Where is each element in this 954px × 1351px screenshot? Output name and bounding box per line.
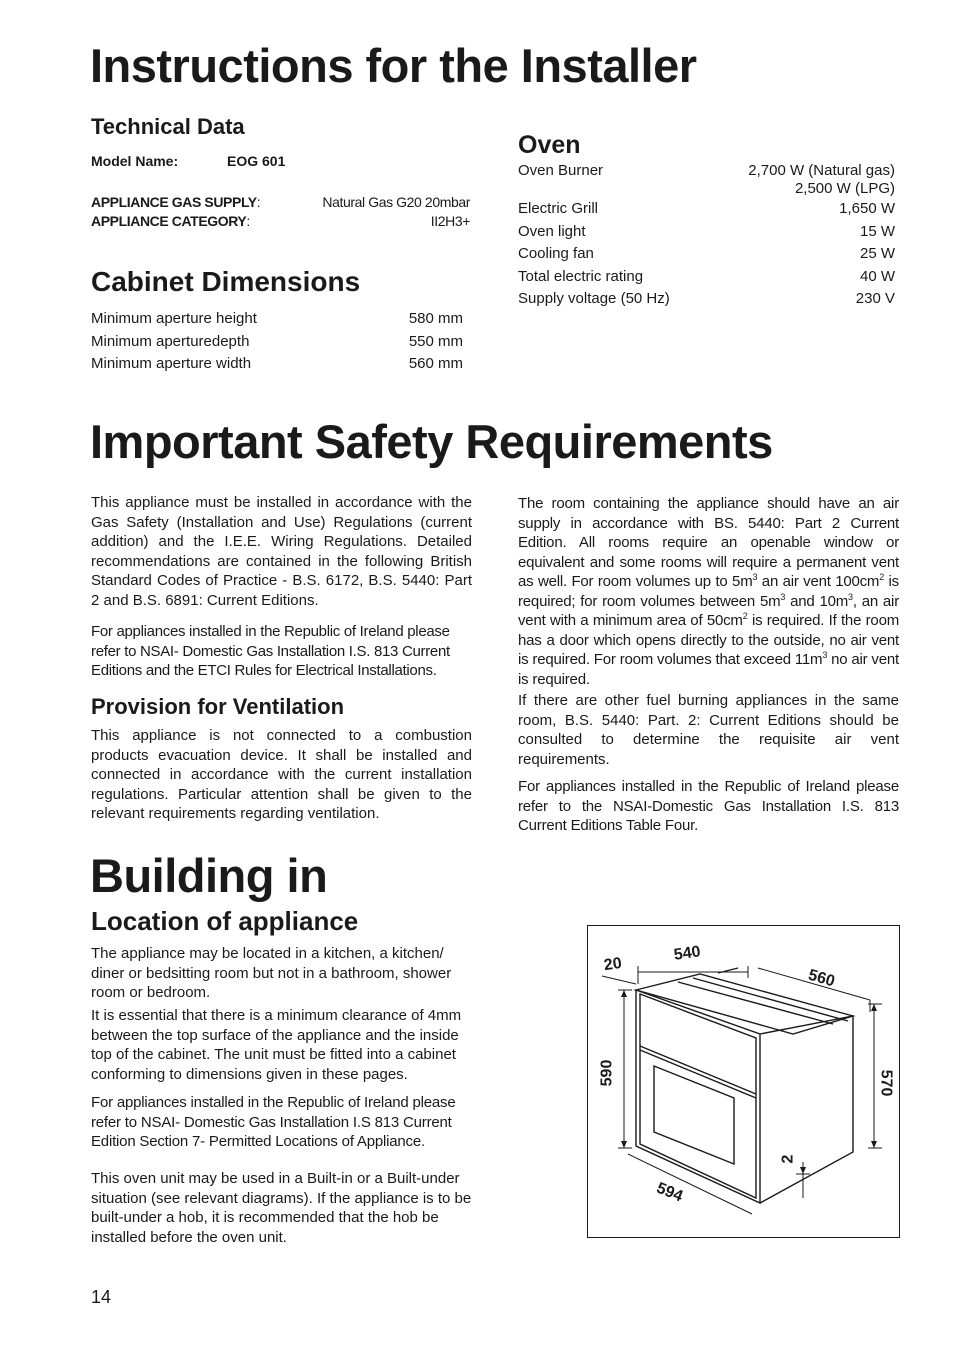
superscript: 3: [848, 591, 853, 602]
air-supply-text: and 10m: [785, 592, 849, 610]
air-supply-text: , an air vent with a minimum area of 50cm: [518, 592, 899, 629]
oven-row: [518, 266, 895, 289]
air-supply-text: an air vent 100cm: [757, 573, 880, 590]
oven-row-label: Cooling fan: [518, 245, 594, 262]
oven-window: [654, 1066, 734, 1164]
oven-row-value: 40 W: [859, 267, 895, 285]
category-row: APPLIANCE CATEGORY: II2H3+: [91, 213, 470, 229]
safety-paragraph-2: For appliances installed in the Republic of Ireland please refer to NSAI- Domestic Gas Installation I.S. 813 Current Editions and the ETCI Rules for Electrical Installations.: [91, 623, 450, 679]
cabinet-row-value: 580 mm: [408, 310, 463, 327]
superscript: 3: [752, 572, 758, 582]
ireland-ventilation-paragraph: For appliances installed in the Republic of Ireland please refer to the NSAI-Domestic Gas Installation I.S. 813 Current Editions Table Four.: [518, 778, 899, 834]
oven-table: [518, 161, 895, 311]
air-supply-text: is required; for room volumes between 5m: [518, 573, 899, 610]
oven-row: [518, 221, 895, 244]
oven-row-label: Oven light: [518, 222, 586, 240]
oven-row: [518, 288, 895, 311]
gas-supply-row: APPLIANCE GAS SUPPLY: Natural Gas G20 20mbar: [91, 194, 470, 210]
page-title-safety: Important Safety Requirements: [90, 415, 773, 468]
technical-data-heading: Technical Data: [91, 114, 245, 139]
oven-row: [518, 243, 895, 266]
safety-paragraph-1: This appliance must be installed in accordance with the Gas Safety (Installation and Use) Regulations (current addition) and the I.E.E. Wiring Regulations. Detailed recommendations are contained in the following British Standard Codes of Practice - B.S. 6172, B.S. 5440: Part 2 and B.S. 6891: Current Editions.: [91, 494, 472, 609]
location-paragraph-4: This oven unit may be used in a Built-in or a Built-under situation (see relevant diagrams). If the appliance is to be built-under a hob, it is recommended that the hob be installed before the oven unit.: [91, 1170, 472, 1246]
cabinet-row-value: 550 mm: [408, 332, 463, 350]
oven-row-label: Electric Grill: [518, 200, 599, 217]
oven-row-value: 25 W: [859, 245, 895, 262]
cabinet-row: [91, 331, 463, 354]
page-title-installer: Instructions for the Installer: [90, 39, 697, 92]
dimension-label: 594: [653, 1179, 686, 1206]
oven-row: [518, 198, 895, 221]
oven-diagram-drawing: [588, 926, 899, 1237]
oven-dimensions-diagram: [587, 925, 900, 1238]
ventilation-heading: Provision for Ventilation: [91, 694, 345, 719]
dimension-label: 590: [598, 1059, 616, 1087]
cabinet-row-label: Minimum aperture height: [91, 310, 257, 327]
oven-row-value: 230 V: [855, 290, 895, 307]
oven-burner-label: Oven Burner: [518, 162, 604, 179]
superscript: 3: [780, 591, 786, 602]
oven-heading: Oven: [518, 131, 581, 159]
oven-side-face: [760, 1016, 853, 1203]
cabinet-row: [91, 353, 463, 376]
category-label: APPLIANCE CATEGORY: [91, 213, 247, 229]
cabinet-dimensions-table: [91, 308, 463, 376]
air-supply-paragraph: [518, 494, 899, 689]
category-value: II2H3+: [430, 213, 470, 229]
dimension-label: 540: [672, 943, 702, 964]
oven-row-value: 15 W: [859, 222, 895, 240]
dimension-label: 560: [806, 966, 837, 991]
air-supply-text: The room containing the appliance should have an air supply in accordance with BS. 5440: Part 2 Current Edition. All rooms require an openable window or equivalent and some rooms will require a permanent vent as well. For room volumes up to 5m: [518, 495, 899, 590]
ventilation-paragraph: This appliance is not connected to a combustion products evacuation device. It shall be installed and connected in accordance with the current installation regulations. Particular attention shall be given to the relevant requirements regarding ventilation.: [91, 727, 472, 822]
model-value: EOG 601: [227, 153, 286, 169]
dimension-label: 20: [602, 954, 623, 975]
oven-row-label: Supply voltage (50 Hz): [518, 290, 670, 307]
location-paragraph-1: The appliance may be located in a kitchen, a kitchen/ diner or bedsitting room but not in a bathroom, shower room or bedroom.: [91, 945, 452, 1001]
dimension-label: 570: [877, 1069, 895, 1097]
oven-burner-row: [518, 161, 895, 180]
superscript: 3: [822, 650, 828, 660]
gas-supply-label: APPLIANCE GAS SUPPLY: [91, 194, 257, 210]
cabinet-row: [91, 308, 463, 331]
gas-supply-value: Natural Gas G20 20mbar: [322, 194, 470, 210]
dimension-label: 2: [779, 1154, 797, 1164]
location-paragraph-3: For appliances installed in the Republic of Ireland please refer to NSAI- Domestic Gas Installation I.S 813 Current Edition Section 7- Permitted Locations of Appliance.: [91, 1094, 456, 1150]
fuel-appliances-paragraph: If there are other fuel burning appliances in the same room, B.S. 5440: Part. 2: Current Editions should be consulted to determine the requisite air vent requirements.: [518, 692, 899, 768]
oven-burner-value-1: 2,700 W (Natural gas): [748, 162, 895, 179]
oven-row-value: 1,650 W: [839, 200, 895, 217]
oven-burner-value-2: 2,500 W (LPG): [794, 180, 895, 197]
page-number: 14: [91, 1287, 112, 1307]
location-heading: Location of appliance: [91, 906, 359, 936]
cabinet-dimensions-heading: Cabinet Dimensions: [91, 266, 361, 297]
cabinet-row-value: 560 mm: [408, 355, 463, 372]
superscript: 2: [742, 611, 748, 621]
air-supply-text: is required. If the room has a door which opens directly to the outside, no air vent is required. For room volumes that exceed 11m: [518, 612, 900, 668]
page-title-building: Building in: [90, 849, 328, 902]
location-paragraph-2: It is essential that there is a minimum clearance of 4mm between the top surface of the appliance and the inside top of the cabinet. The unit must be fitted into a cabinet conforming to dimensions given in these pages.: [91, 1007, 462, 1083]
air-supply-text: no air vent is required.: [518, 651, 899, 688]
model-label: Model Name:: [91, 153, 179, 169]
cabinet-row-label: Minimum aperturedepth: [91, 332, 250, 350]
cabinet-row-label: Minimum aperture width: [91, 355, 252, 372]
superscript: 2: [879, 572, 885, 582]
oven-row-label: Total electric rating: [518, 267, 644, 285]
